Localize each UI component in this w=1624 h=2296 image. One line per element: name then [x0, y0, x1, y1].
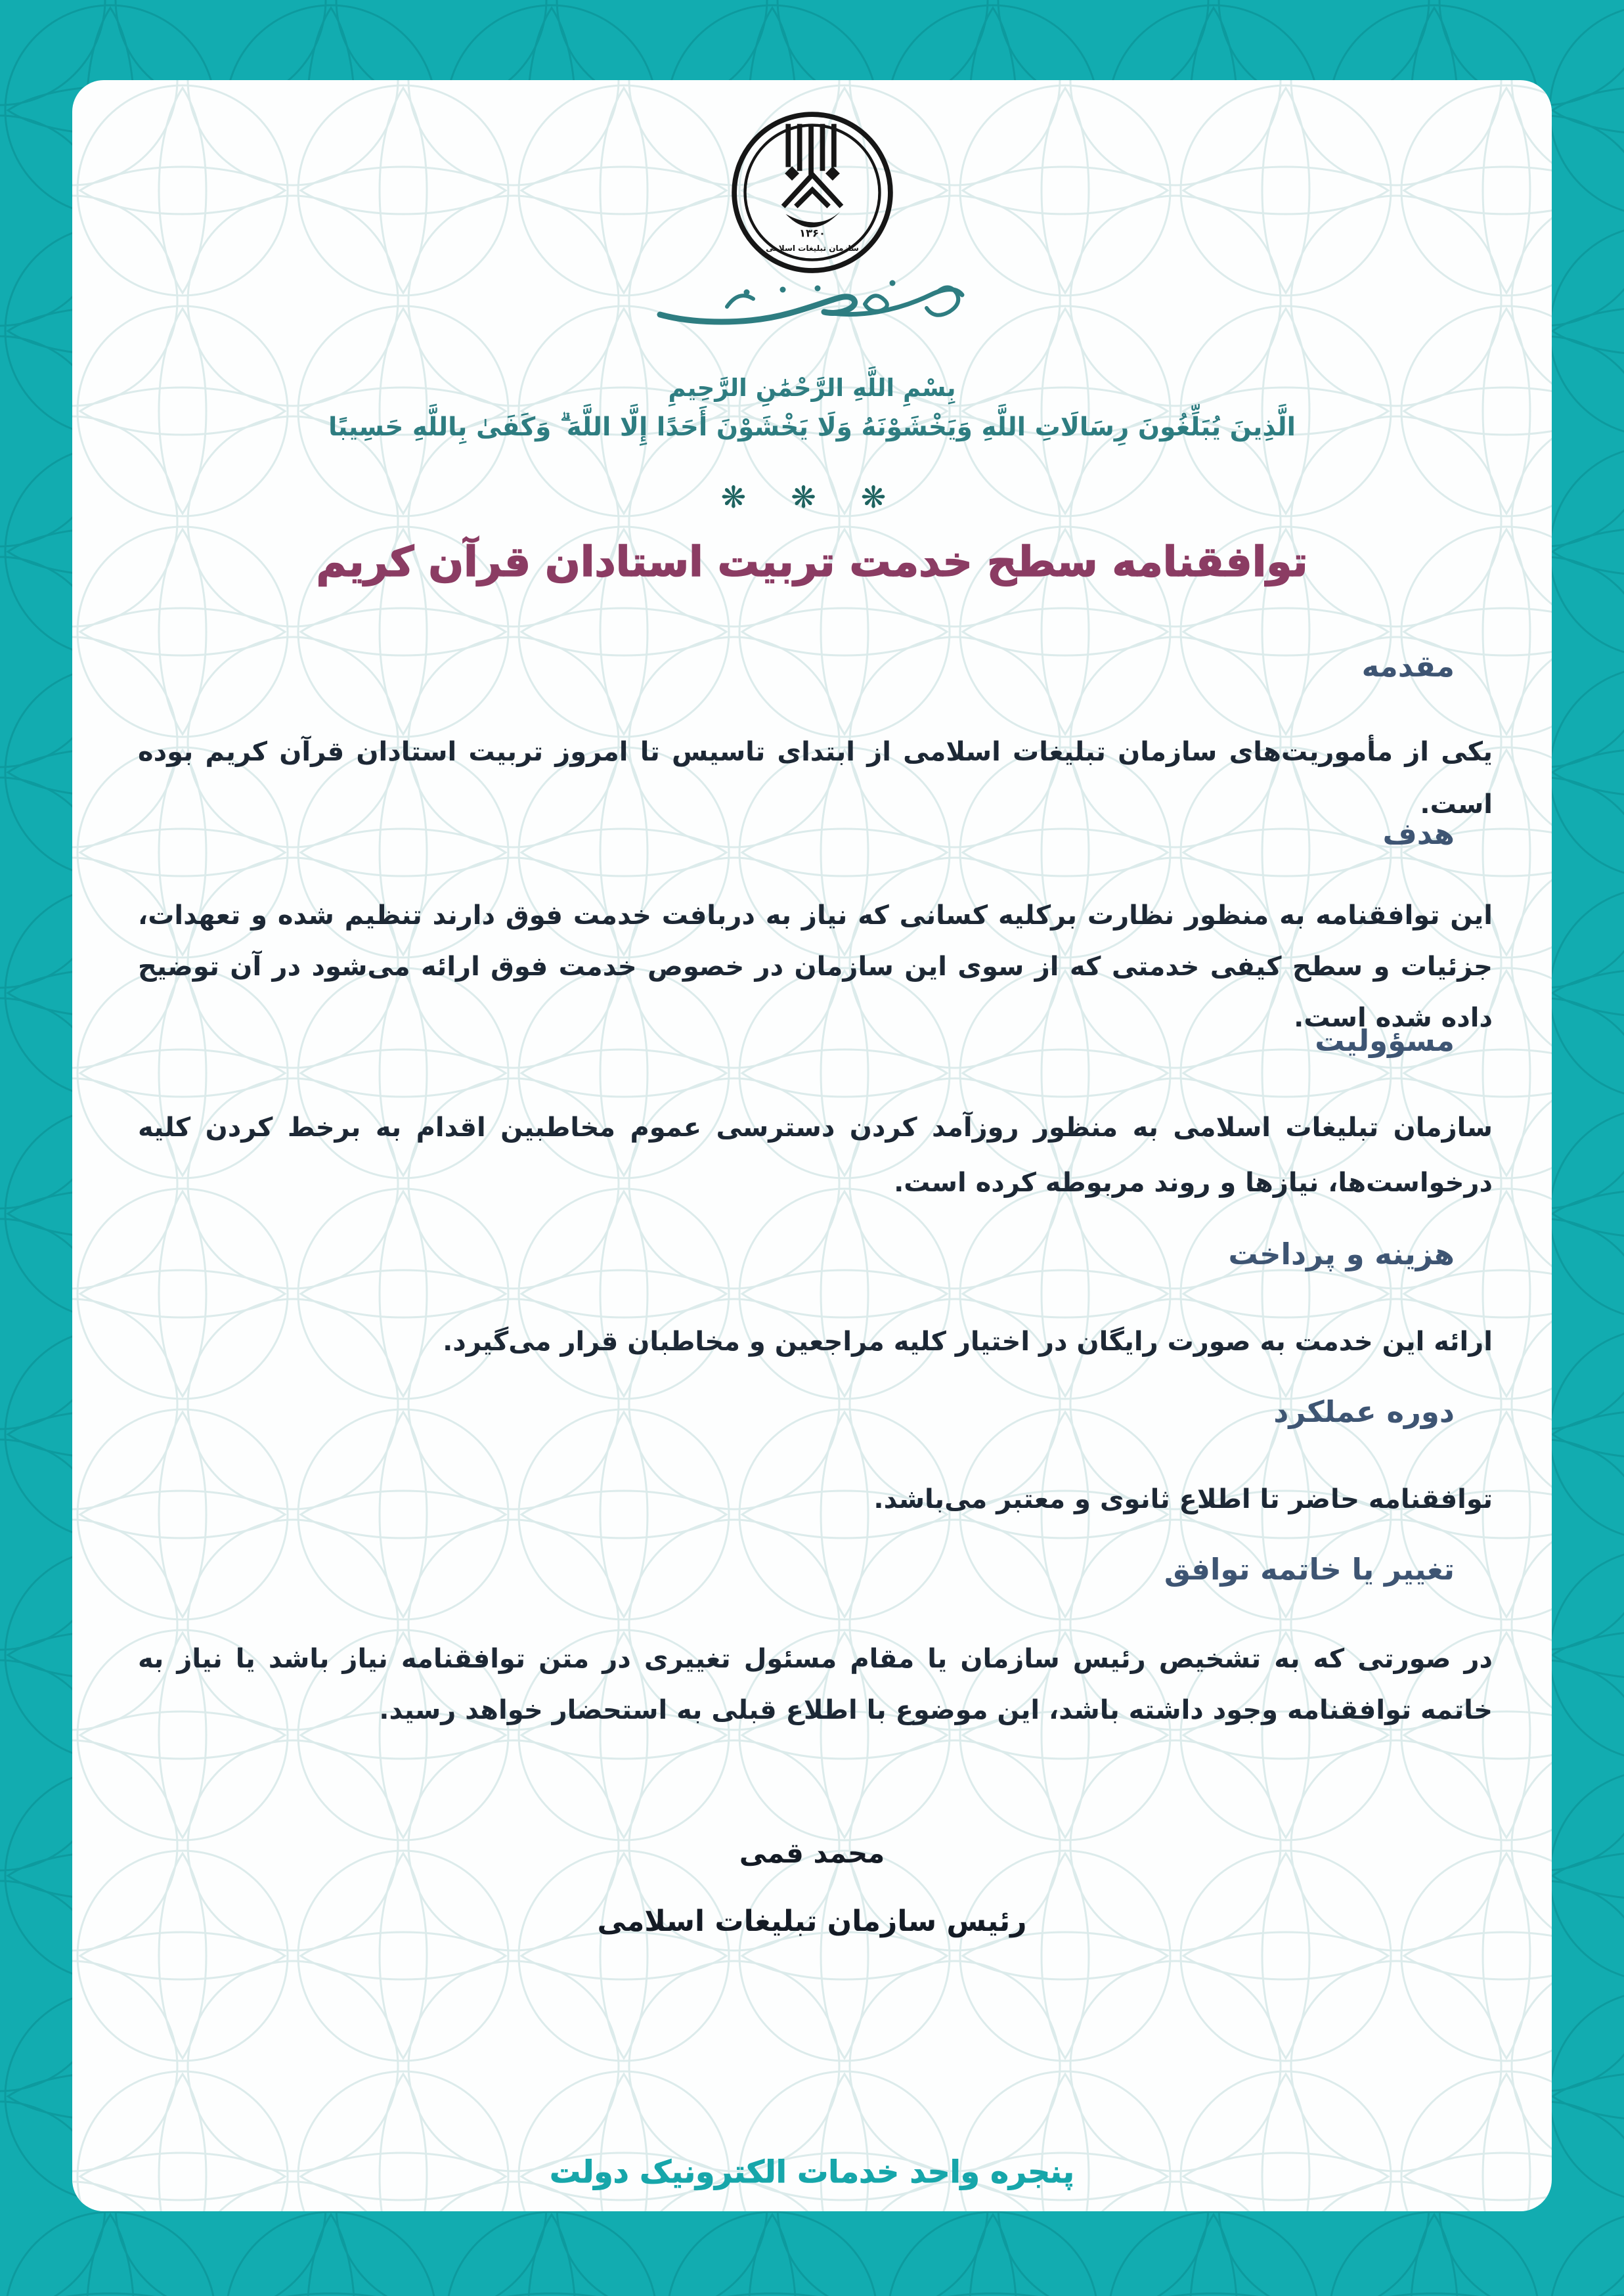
section-heading: هدف — [1382, 816, 1455, 851]
bismillah-text: بِسْمِ اللَّهِ الرَّحْمَٰنِ الرَّحِيمِ — [668, 374, 956, 402]
section-body: این توافقنامه به منظور نظارت برکلیه کسانی که نیاز به دربافت خدمت فوق دارند تنظیم شده و تعهدات، جزئیات و سطح کیفی خدمتی که از سوی این سازمان در خصوص خدمت فوق ارائه می‌شود در آن توضیح داده شده است. — [138, 900, 1493, 1033]
organization-logo — [72, 99, 1552, 289]
document-card — [72, 80, 1552, 2211]
section-heading: هزینه و پرداخت — [1228, 1237, 1455, 1271]
section-body: توافقنامه حاضر تا اطلاع ثانوی و معتبر می‌باشد. — [873, 1484, 1493, 1514]
section-body: یکی از مأموریت‌های سازمان تبلیغات اسلامی از ابتدای تاسیس تا امروز تربیت استادان قرآن کریم بوده است. — [138, 737, 1493, 820]
footer-label: پنجره واحد خدمات الکترونیک دولت — [550, 2154, 1074, 2190]
logo-year: ۱۳۶۰ — [799, 227, 825, 240]
logo-org-name: سازمان تبلیغات اسلامی — [765, 244, 859, 253]
document-title: توافقنامه سطح خدمت تربیت استادان قرآن کریم — [316, 538, 1308, 586]
section-heading: تغییر یا خاتمه توافق — [1164, 1552, 1455, 1587]
section-body: در صورتی که به تشخیص رئیس سازمان یا مقام مسئول تغییری در متن توافقنامه نیاز باشد یا نیاز به خاتمه توافقنامه وجود داشته باشد، این موضوع با اطلاع قبلی به استحضار خواهد رسید. — [138, 1644, 1493, 1725]
signature-role: رئیس سازمان تبلیغات اسلامی — [597, 1905, 1027, 1938]
section-body: ارائه این خدمت به صورت رایگان در اختیار کلیه مراجعین و مخاطبان قرار می‌گیرد. — [443, 1327, 1493, 1357]
separator-stars: ❋ ❋ ❋ — [720, 479, 904, 515]
section-heading: مسؤولیت — [1315, 1023, 1455, 1058]
quran-verse-text: الَّذِينَ يُبَلِّغُونَ رِسَالَاتِ اللَّهِ وَيَخْشَوْنَهُ وَلَا يَخْشَوْنَ أَحَدًا إِلَّا اللَّهَ ۗ وَكَفَىٰ بِاللَّهِ حَسِيبًا — [328, 412, 1296, 442]
signature-name: محمد قمی — [739, 1837, 885, 1869]
section-heading: دوره عملکرد — [1273, 1394, 1455, 1429]
organization-calligraphy — [72, 273, 1552, 333]
section-body: سازمان تبلیغات اسلامی به منظور روزآمد کردن دسترسی عموم مخاطبین اقدام به برخط کردن کلیه درخواست‌ها، نیازها و روند مربوطه کرده است. — [138, 1113, 1493, 1198]
section-heading: مقدمه — [1361, 649, 1455, 684]
